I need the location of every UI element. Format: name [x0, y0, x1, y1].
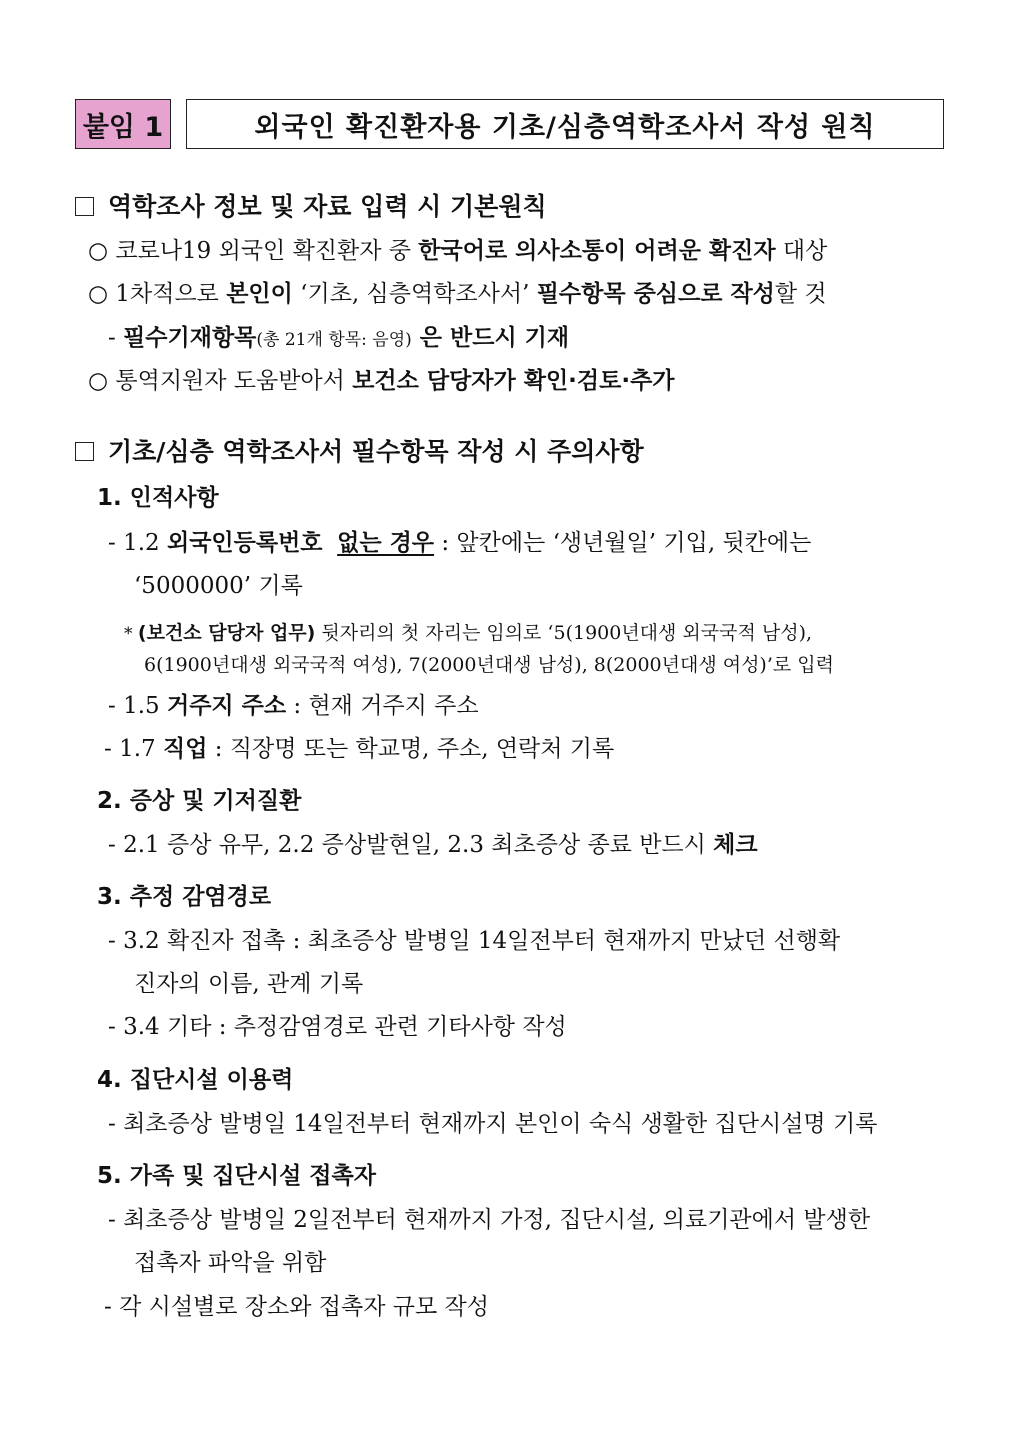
text: * — [124, 624, 138, 644]
text: - — [108, 325, 124, 351]
text: - 1.2 — [108, 530, 167, 556]
text: 대상 — [775, 238, 828, 264]
s1-line-1b: ‘5000000’ 기록 — [134, 573, 303, 599]
s5-line-1b: 접촉자 파악을 위함 — [134, 1250, 327, 1276]
small-text: (총 21개 항목: 음영) — [256, 330, 412, 350]
text: 뒷자리의 첫 자리는 임의로 ‘5(1900년대생 외국국적 남성), — [315, 622, 813, 644]
bold-text: 필수기재항목 — [123, 325, 257, 351]
s3-line-1: - 3.2 확진자 접촉 : 최초증상 발병일 14일전부터 현재까지 만났던 선행확 — [108, 928, 841, 954]
checkbox-square-icon — [75, 197, 94, 216]
s1-line-2 — [108, 691, 479, 721]
bold-text: 은 반드시 기재 — [411, 325, 570, 351]
s1-line-1 — [108, 528, 811, 558]
text: ‘기초, 심층역학조사서’ — [292, 281, 537, 307]
subsection-2-title: 2. 증상 및 기저질환 — [97, 788, 302, 814]
attachment-badge: 붙임 1 — [75, 99, 171, 149]
section2-heading — [75, 437, 644, 467]
section1-bullet-1 — [88, 236, 827, 266]
text: - 1.7 — [104, 736, 163, 762]
text: : 현재 거주지 주소 — [286, 693, 479, 719]
bold-text: (보건소 담당자 업무) — [137, 622, 316, 644]
section1-heading — [75, 192, 547, 222]
section2-heading-text: 기초/심층 역학조사서 필수항목 작성 시 주의사항 — [108, 437, 644, 466]
s1-note-1 — [124, 618, 812, 649]
section1-bullet-4 — [88, 366, 675, 396]
text: : 직장명 또는 학교명, 주소, 연락처 기록 — [207, 736, 615, 762]
s5-line-2: - 각 시설별로 장소와 접촉자 규모 작성 — [104, 1294, 489, 1320]
text: ○ 1차적으로 — [88, 281, 227, 307]
s3-line-2: - 3.4 기타 : 추정감염경로 관련 기타사항 작성 — [108, 1014, 567, 1040]
text: ○ 코로나19 외국인 확진환자 중 — [88, 238, 419, 264]
bold-text: 직업 — [162, 736, 208, 762]
bold-text: 거주지 주소 — [166, 693, 287, 719]
text: : 앞칸에는 ‘생년월일’ 기입, 뒷칸에는 — [434, 530, 812, 556]
bold-text: 필수항목 중심으로 작성 — [536, 281, 775, 307]
bold-text: 보건소 담당자가 확인·검토·추가 — [352, 368, 675, 394]
text: ○ 통역지원자 도움받아서 — [88, 368, 353, 394]
checkbox-square-icon — [75, 442, 94, 461]
subsection-5-title: 5. 가족 및 집단시설 접촉자 — [97, 1163, 376, 1189]
document-title: 외국인 확진환자용 기초/심층역학조사서 작성 원칙 — [186, 99, 944, 149]
text: - 1.5 — [108, 693, 167, 719]
section1-bullet-3 — [108, 323, 569, 355]
bold-text: 한국어로 의사소통이 어려운 확진자 — [418, 238, 776, 264]
s2-line-1 — [108, 830, 758, 860]
text: - 2.1 증상 유무, 2.2 증상발현일, 2.3 최초증상 종료 반드시 — [108, 832, 714, 858]
bold-text: 본인이 — [226, 281, 293, 307]
s1-line-3 — [104, 734, 614, 764]
section1-bullet-2 — [88, 279, 827, 309]
section1-heading-text: 역학조사 정보 및 자료 입력 시 기본원칙 — [108, 192, 547, 221]
s1-note-2: 6(1900년대생 외국국적 여성), 7(2000년대생 남성), 8(2000년대생 여성)’로 입력 — [144, 654, 834, 676]
s5-line-1: - 최초증상 발병일 2일전부터 현재까지 가정, 집단시설, 의료기관에서 발생한 — [108, 1207, 871, 1233]
subsection-4-title: 4. 집단시설 이용력 — [97, 1067, 294, 1093]
bold-text: 외국인등록번호 — [166, 530, 323, 556]
underlined-text: 없는 경우 — [337, 530, 435, 556]
s3-line-1b: 진자의 이름, 관계 기록 — [134, 971, 364, 997]
text: 할 것 — [774, 281, 827, 307]
subsection-1-title: 1. 인적사항 — [97, 485, 219, 511]
s4-line-1: - 최초증상 발병일 14일전부터 현재까지 본인이 숙식 생활한 집단시설명 기록 — [108, 1111, 878, 1137]
bold-text: 체크 — [713, 832, 758, 858]
subsection-3-title: 3. 추정 감염경로 — [97, 884, 272, 910]
